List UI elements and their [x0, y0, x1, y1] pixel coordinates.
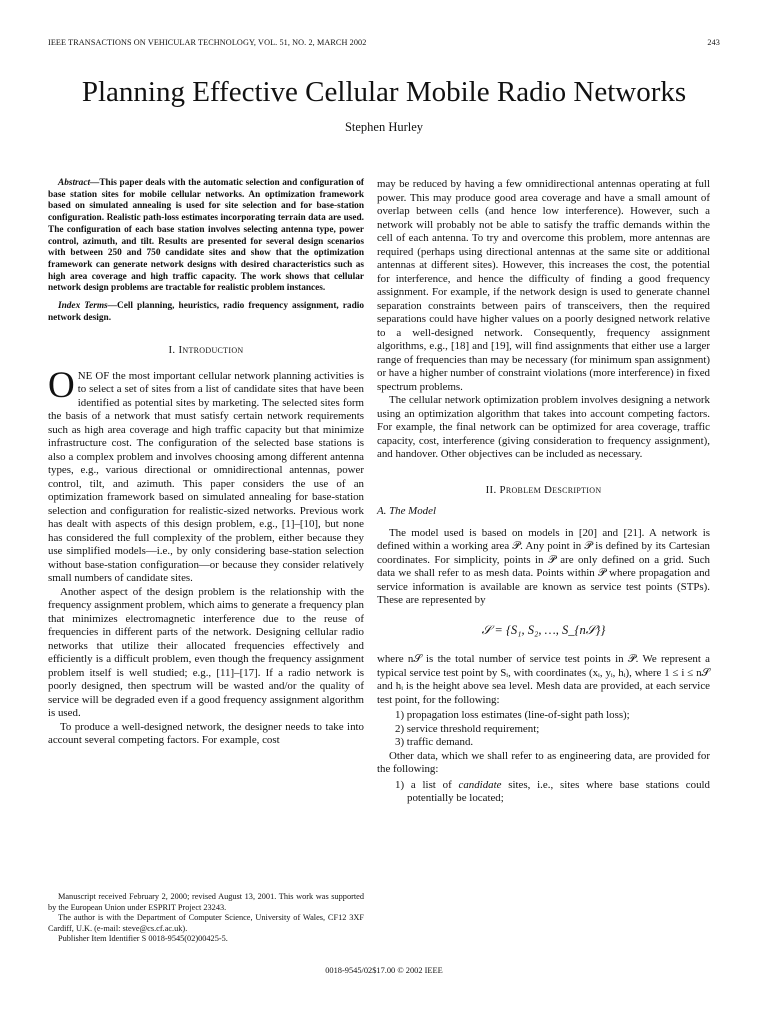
footnote-publisher-id: Publisher Item Identifier S 0018-9545(02)00425-5.: [58, 934, 228, 944]
abstract-text: This paper deals with the automatic selection and configuration of base station sites for mobile cellular networks. An optimization framework based on simulated annealing is used for site selection and for base-station configuration. Realistic path-loss estimates incorporating terrain data are used. The configuration of each base station involves selecting antenna type, power control, azimuth, and tilt. Results are presented for several design scenarios with between 250 and 750 candidate sites and show that the optimization framework can generate network designs with desired characteristics such as high area coverage and high traffic capacity. The work shows that cellular network design problems are tractable for realistic problem instances.: [48, 178, 364, 294]
copyright-line: 0018-9545/02$17.00 © 2002 IEEE: [325, 966, 443, 975]
paper-title: Planning Effective Cellular Mobile Radio Networks: [81, 76, 687, 108]
index-terms-label: Index Terms—: [58, 301, 117, 312]
intro-paragraph-1-text: NE OF the most important cellular network planning activities is to select a set of sites from a list of candidate sites that have been identified as potential sites by marketing. The selected sites form the basis of a network that must satisfy certain network requirements such as high area coverage and high traffic capacity but that minimize infrastructure cost. The configuration of the selected base stations is also a complex problem and involves choosing among different antenna types, e.g., various directional or omnidirectional antennas, power control, tilt, and azimuth. This paper considers the use of an optimization framework based on simulated annealing for base-station selection and configuration for realistic-sized networks. Previous work has dealt with aspects of this design problem, e.g., [1]–[10], but none has considered the full complexity of the problem, either because they use simplified models—i.e., by only considering base-station selection without base-station configuration—or because they consider relatively small numbers of candidate sites.: [48, 369, 364, 585]
model-paragraph-1: The model used is based on models in [20] and [21]. A network is defined within a working area 𝒫. Any point in 𝒫 is defined by its Cartesian coordinates. For simplicity, points in 𝒫 are only defined on a grid. Such data we shall refer to as mesh data. Points within 𝒫 where propagation and service information is available are known as service test points (STPs). These are represented by: [377, 526, 710, 606]
section-heading-introduction: I. Introduction: [168, 344, 244, 357]
index-terms: [48, 301, 364, 324]
footnote-affiliation: The author is with the Department of Computer Science, University of Wales, CF12 3XF Cardiff, U.K. (e-mail: steve@cs.cf.ac.uk).: [48, 913, 364, 933]
section-heading-problem-description: II. Problem Description: [485, 483, 602, 496]
paper-author: Stephen Hurley: [344, 120, 424, 134]
intro-paragraph-3: To produce a well-designed network, the designer needs to take into account several competing factors. For example, cost: [48, 720, 364, 747]
right-column: [377, 178, 710, 806]
list-item: [377, 779, 710, 806]
abstract-label: Abstract—: [58, 178, 100, 188]
page-number: 243: [707, 38, 720, 47]
abstract: [48, 178, 364, 295]
engineering-data-list: [377, 779, 710, 806]
first-page-footnote: [48, 892, 364, 945]
list-item-text-post: sites, i.e., sites where base stations could potentially be located;: [407, 778, 710, 804]
left-column: [48, 178, 364, 748]
right-paragraph-1: may be reduced by having a few omnidirectional antennas operating at full power. This may produce good area coverage and have a small amount of overlap between cells (and hence low interference). However, such a network will probably not be able to satisfy the traffic demands within the cell of each antenna. To try and overcome this problem, more antennas are required (perhaps using directional antennas at the same site or additional antennas at different sites). However, this increases the cost, the potential for interference, and hence the difficulty of finding a good frequency assignment. For example, if the network design is used to generate channel separation constraints between pairs of transceivers, then the required separations could have higher values on a poorly designed network relative to a well-designed network. Consequently, frequency assignment algorithms, e.g., [18] and [19], will find assignments that either use a larger range of frequencies than may be necessary (for minimum span assignment) or have a higher number of constraint violations (more interference) in fixed spectrum problems.: [377, 178, 710, 393]
drop-cap: O: [48, 364, 75, 406]
footnote-manuscript: Manuscript received February 2, 2000; revised August 13, 2001. This work was supported by the European Union under ESPRIT Project 23243.: [48, 892, 364, 912]
model-paragraph-3: Other data, which we shall refer to as engineering data, are provided for the following:: [377, 749, 710, 775]
running-header: [48, 38, 720, 52]
model-paragraph-2: where n𝒮 is the total number of service test points in 𝒫. We represent a typical service test point by Sᵢ, with coordinates (xᵢ, yᵢ, hᵢ), where 1 ≤ i ≤ n𝒮 and hᵢ is the height above sea level. Mesh data are provided, at each service test point, for the following:: [377, 653, 710, 706]
list-item-text-pre: 1) a list of: [395, 778, 459, 791]
intro-paragraph-2: Another aspect of the design problem is the relationship with the frequency assignment problem, which aims to generate a frequency plan that minimizes electromagnetic interference due to the reuse of frequencies in different parts of the network. Designing cellular radio networks that utilize their allocated frequencies effectively and efficiently is a difficult problem, even though the frequency assignment problem itself is well studied; e.g., [11]–[17]. If a radio network is poorly designed, then spectrum will be wasted and/or the quality of service will be degraded even if a good frequency assignment algorithm is used.: [48, 585, 364, 720]
list-item: 3) traffic demand.: [395, 736, 474, 748]
right-paragraph-2: The cellular network optimization problem involves designing a network using an optimization algorithm that takes into account competing factors. For example, the final network can be optimized for area coverage, traffic capacity, cost, interference (giving consideration to frequency assignment), and handover. Other objectives can be included as necessary.: [377, 394, 710, 460]
index-terms-text: Cell planning, heuristics, radio frequency assignment, radio network design.: [48, 301, 364, 323]
intro-paragraph-1: [48, 364, 364, 586]
list-item: 1) propagation loss estimates (line-of-sight path loss);: [395, 709, 630, 721]
list-item-emphasis: candidate: [458, 778, 502, 791]
journal-citation: IEEE TRANSACTIONS ON VEHICULAR TECHNOLOGY, VOL. 51, NO. 2, MARCH 2002: [48, 38, 367, 47]
equation-stp-set: 𝒮 = {S₁, S₂, …, S_{n𝒮}}: [481, 622, 606, 637]
list-item: 2) service threshold requirement;: [395, 722, 540, 735]
subsection-heading-model: A. The Model: [377, 505, 436, 517]
mesh-data-list: [377, 709, 710, 750]
